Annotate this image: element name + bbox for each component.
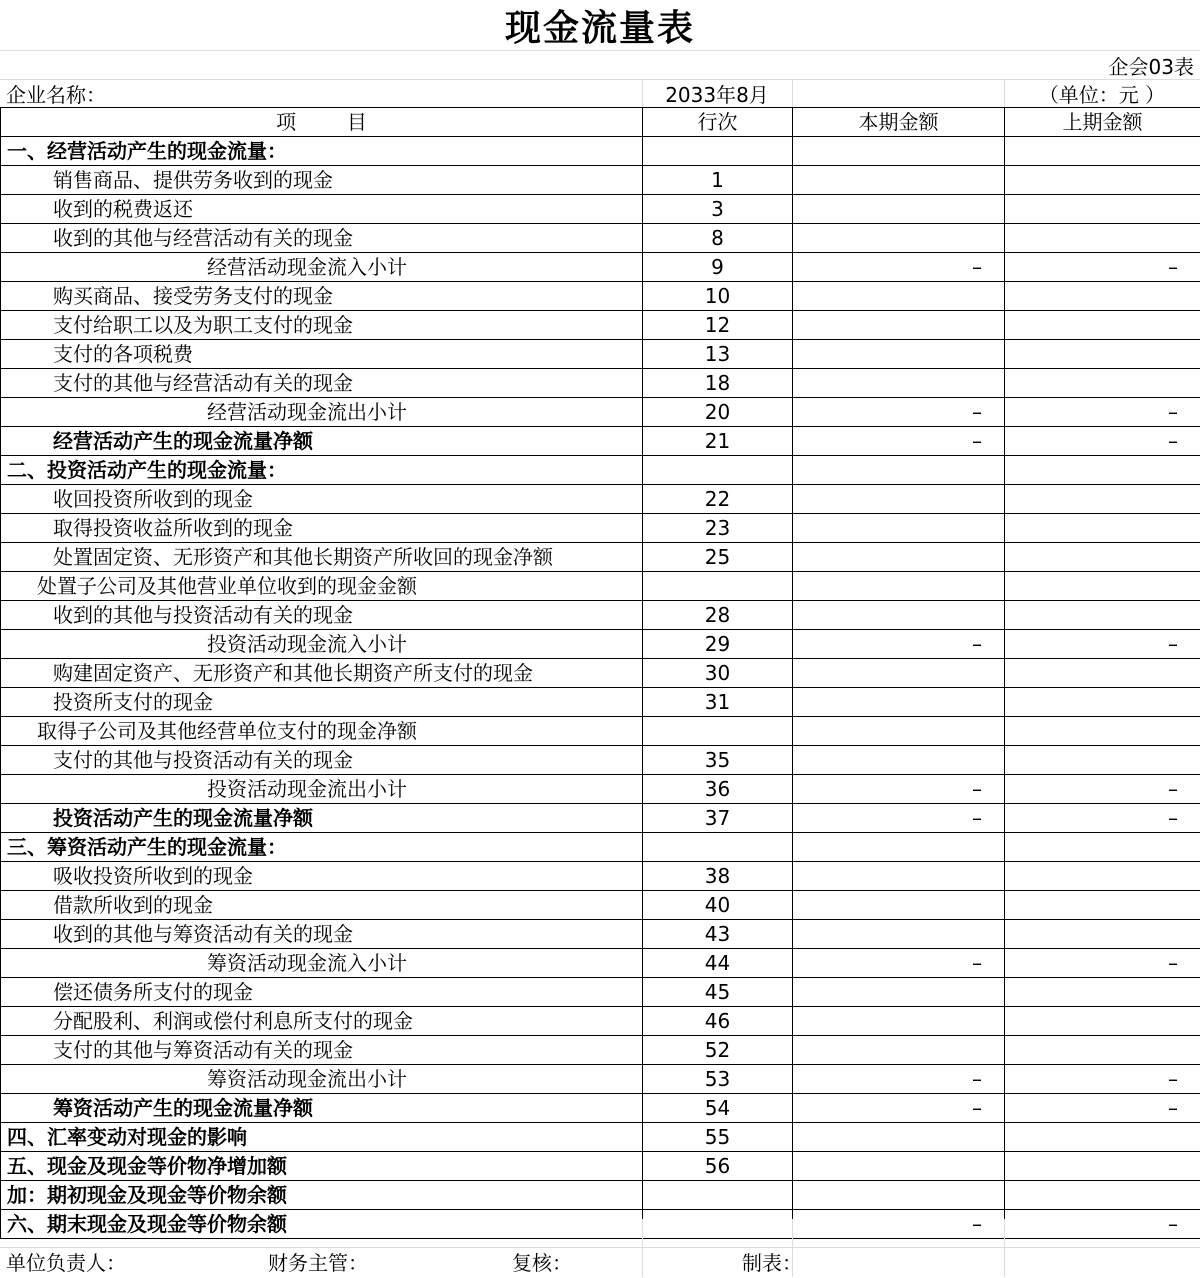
row-line-number: 35: [643, 746, 793, 775]
table-row: [1, 717, 1200, 746]
row-item-label: 处置子公司及其他营业单位收到的现金金额: [1, 572, 643, 601]
row-item-label: 收到的税费返还: [1, 195, 643, 224]
footer-review-label: 复核：: [512, 1248, 572, 1278]
table-row: [1, 1181, 1200, 1210]
row-item-label: 支付的各项税费: [1, 340, 643, 369]
row-line-number: [643, 456, 793, 485]
row-current-amount[interactable]: [793, 1181, 1005, 1210]
row-item-label: 销售商品、提供劳务收到的现金: [1, 166, 643, 195]
row-line-number: 56: [643, 1152, 793, 1181]
row-current-amount[interactable]: [793, 311, 1005, 340]
row-item-label: 筹资活动产生的现金流量净额: [1, 1094, 643, 1123]
table-row: [1, 1036, 1200, 1065]
row-line-number: 20: [643, 398, 793, 427]
table-row: [1, 1094, 1200, 1123]
row-previous-amount[interactable]: –: [1005, 427, 1200, 456]
row-previous-amount[interactable]: [1005, 833, 1200, 862]
table-row: [1, 630, 1200, 659]
company-name-label: 企业名称：: [6, 80, 106, 110]
cash-flow-table: [0, 107, 1200, 1239]
row-line-number: 37: [643, 804, 793, 833]
row-previous-amount[interactable]: –: [1005, 253, 1200, 282]
row-current-amount[interactable]: [793, 833, 1005, 862]
row-previous-amount[interactable]: –: [1005, 949, 1200, 978]
row-previous-amount[interactable]: [1005, 224, 1200, 253]
row-current-amount[interactable]: [793, 1123, 1005, 1152]
unit-label: （单位：元 ）: [1004, 80, 1200, 110]
report-period: 2033年8月: [644, 80, 790, 110]
row-item-label: 三、筹资活动产生的现金流量：: [1, 833, 643, 862]
row-previous-amount[interactable]: –: [1005, 398, 1200, 427]
row-previous-amount[interactable]: [1005, 340, 1200, 369]
table-row: [1, 485, 1200, 514]
row-item-label: 支付的其他与经营活动有关的现金: [1, 369, 643, 398]
form-code: 企会03表: [1109, 52, 1194, 80]
row-previous-amount[interactable]: [1005, 688, 1200, 717]
row-item-label: 收到的其他与投资活动有关的现金: [1, 601, 643, 630]
row-line-number: [643, 137, 793, 166]
footer-prepared-label: 制表：: [742, 1248, 802, 1278]
table-row: [1, 311, 1200, 340]
footer-finance-label: 财务主管：: [268, 1248, 368, 1278]
row-previous-amount[interactable]: [1005, 862, 1200, 891]
row-current-amount[interactable]: [793, 746, 1005, 775]
table-row: [1, 1123, 1200, 1152]
row-previous-amount[interactable]: –: [1005, 1210, 1200, 1239]
row-item-label: 支付给职工以及为职工支付的现金: [1, 311, 643, 340]
row-current-amount[interactable]: [793, 224, 1005, 253]
row-current-amount[interactable]: [793, 1152, 1005, 1181]
row-item-label: 四、汇率变动对现金的影响: [1, 1123, 643, 1152]
row-line-number: 45: [643, 978, 793, 1007]
row-current-amount[interactable]: [793, 514, 1005, 543]
row-item-label: 投资活动现金流入小计: [1, 630, 643, 659]
row-previous-amount[interactable]: [1005, 601, 1200, 630]
table-row: [1, 891, 1200, 920]
row-current-amount[interactable]: [793, 891, 1005, 920]
row-current-amount[interactable]: [793, 543, 1005, 572]
row-current-amount[interactable]: [793, 340, 1005, 369]
row-current-amount[interactable]: [793, 659, 1005, 688]
row-current-amount[interactable]: –: [793, 398, 1005, 427]
row-current-amount[interactable]: [793, 1007, 1005, 1036]
row-line-number: 54: [643, 1094, 793, 1123]
row-current-amount[interactable]: –: [793, 253, 1005, 282]
table-row: [1, 920, 1200, 949]
table-row: [1, 166, 1200, 195]
signature-footer: [0, 1248, 1200, 1277]
table-row: [1, 195, 1200, 224]
table-body: [1, 137, 1200, 1239]
footer-head-label: 单位负责人：: [6, 1248, 126, 1278]
row-previous-amount[interactable]: –: [1005, 1065, 1200, 1094]
row-item-label: 收到的其他与筹资活动有关的现金: [1, 920, 643, 949]
row-line-number: 36: [643, 775, 793, 804]
row-item-label: 购建固定资产、无形资产和其他长期资产所支付的现金: [1, 659, 643, 688]
row-current-amount[interactable]: –: [793, 775, 1005, 804]
row-current-amount[interactable]: [793, 137, 1005, 166]
row-line-number: 10: [643, 282, 793, 311]
table-row: [1, 862, 1200, 891]
row-previous-amount[interactable]: [1005, 137, 1200, 166]
row-item-label: 借款所收到的现金: [1, 891, 643, 920]
row-line-number: 9: [643, 253, 793, 282]
row-previous-amount[interactable]: [1005, 456, 1200, 485]
row-previous-amount[interactable]: –: [1005, 775, 1200, 804]
row-item-label: 经营活动现金流出小计: [1, 398, 643, 427]
row-item-label: 分配股利、利润或偿付利息所支付的现金: [1, 1007, 643, 1036]
row-current-amount[interactable]: [793, 978, 1005, 1007]
row-previous-amount[interactable]: [1005, 746, 1200, 775]
row-line-number: 31: [643, 688, 793, 717]
row-current-amount[interactable]: [793, 195, 1005, 224]
table-row: [1, 1152, 1200, 1181]
table-row: [1, 572, 1200, 601]
row-previous-amount[interactable]: [1005, 1036, 1200, 1065]
gridline: [0, 50, 1200, 51]
row-previous-amount[interactable]: [1005, 659, 1200, 688]
row-current-amount[interactable]: –: [793, 427, 1005, 456]
row-item-label: 处置固定资、无形资产和其他长期资产所收回的现金净额: [1, 543, 643, 572]
row-line-number: 23: [643, 514, 793, 543]
row-previous-amount[interactable]: [1005, 1007, 1200, 1036]
table-row: [1, 746, 1200, 775]
row-item-label: 五、现金及现金等价物净增加额: [1, 1152, 643, 1181]
row-previous-amount[interactable]: [1005, 978, 1200, 1007]
row-line-number: [643, 1210, 793, 1239]
row-current-amount[interactable]: –: [793, 1210, 1005, 1239]
row-current-amount[interactable]: [793, 717, 1005, 746]
table-row: [1, 369, 1200, 398]
row-current-amount[interactable]: [793, 456, 1005, 485]
row-current-amount[interactable]: [793, 485, 1005, 514]
table-row: [1, 978, 1200, 1007]
row-previous-amount[interactable]: [1005, 514, 1200, 543]
row-line-number: 21: [643, 427, 793, 456]
row-line-number: [643, 833, 793, 862]
row-current-amount[interactable]: –: [793, 804, 1005, 833]
row-item-label: 偿还债务所支付的现金: [1, 978, 643, 1007]
row-item-label: 筹资活动现金流出小计: [1, 1065, 643, 1094]
row-item-label: 投资活动现金流出小计: [1, 775, 643, 804]
row-current-amount[interactable]: [793, 920, 1005, 949]
row-item-label: 收回投资所收到的现金: [1, 485, 643, 514]
row-line-number: [643, 572, 793, 601]
row-previous-amount[interactable]: [1005, 543, 1200, 572]
row-previous-amount[interactable]: [1005, 717, 1200, 746]
row-item-label: 六、期末现金及现金等价物余额: [1, 1210, 643, 1239]
column-header-previous: 上期金额: [1005, 108, 1200, 137]
row-item-label: 加：期初现金及现金等价物余额: [1, 1181, 643, 1210]
table-row: [1, 688, 1200, 717]
row-previous-amount[interactable]: [1005, 920, 1200, 949]
row-previous-amount[interactable]: [1005, 195, 1200, 224]
row-previous-amount[interactable]: [1005, 282, 1200, 311]
row-item-label: 收到的其他与经营活动有关的现金: [1, 224, 643, 253]
row-line-number: 55: [643, 1123, 793, 1152]
table-row: [1, 282, 1200, 311]
row-line-number: 44: [643, 949, 793, 978]
table-row: [1, 224, 1200, 253]
row-item-label: 吸收投资所收到的现金: [1, 862, 643, 891]
table-row: [1, 543, 1200, 572]
row-item-label: 支付的其他与筹资活动有关的现金: [1, 1036, 643, 1065]
row-current-amount[interactable]: –: [793, 1065, 1005, 1094]
row-previous-amount[interactable]: [1005, 1181, 1200, 1210]
table-row: [1, 427, 1200, 456]
table-row: [1, 1210, 1200, 1239]
row-previous-amount[interactable]: [1005, 572, 1200, 601]
row-current-amount[interactable]: [793, 166, 1005, 195]
row-item-label: 二、投资活动产生的现金流量：: [1, 456, 643, 485]
row-line-number: 22: [643, 485, 793, 514]
table-row: [1, 1007, 1200, 1036]
row-line-number: 38: [643, 862, 793, 891]
table-row: [1, 833, 1200, 862]
row-current-amount[interactable]: [793, 601, 1005, 630]
row-current-amount[interactable]: [793, 688, 1005, 717]
column-header-line: 行次: [643, 108, 793, 137]
row-item-label: 取得投资收益所收到的现金: [1, 514, 643, 543]
row-previous-amount[interactable]: –: [1005, 1094, 1200, 1123]
row-previous-amount[interactable]: [1005, 485, 1200, 514]
row-line-number: [643, 717, 793, 746]
table-row: [1, 949, 1200, 978]
row-previous-amount[interactable]: [1005, 166, 1200, 195]
row-line-number: 28: [643, 601, 793, 630]
row-previous-amount[interactable]: [1005, 369, 1200, 398]
row-item-label: 取得子公司及其他经营单位支付的现金净额: [1, 717, 643, 746]
table-row: [1, 340, 1200, 369]
row-item-label: 经营活动现金流入小计: [1, 253, 643, 282]
column-header-item: 项 目: [1, 108, 643, 137]
row-current-amount[interactable]: [793, 1036, 1005, 1065]
row-line-number: 40: [643, 891, 793, 920]
row-current-amount[interactable]: –: [793, 949, 1005, 978]
row-previous-amount[interactable]: –: [1005, 630, 1200, 659]
row-previous-amount[interactable]: [1005, 891, 1200, 920]
row-item-label: 经营活动产生的现金流量净额: [1, 427, 643, 456]
table-row: [1, 775, 1200, 804]
meta-row: [0, 80, 1200, 108]
row-current-amount[interactable]: [793, 369, 1005, 398]
row-item-label: 购买商品、接受劳务支付的现金: [1, 282, 643, 311]
row-line-number: 30: [643, 659, 793, 688]
row-line-number: 18: [643, 369, 793, 398]
table-header-row: [1, 108, 1200, 137]
row-line-number: 3: [643, 195, 793, 224]
row-previous-amount[interactable]: [1005, 1123, 1200, 1152]
table-row: [1, 804, 1200, 833]
row-line-number: 46: [643, 1007, 793, 1036]
row-previous-amount[interactable]: –: [1005, 804, 1200, 833]
column-header-current: 本期金额: [793, 108, 1005, 137]
row-current-amount[interactable]: [793, 862, 1005, 891]
row-current-amount[interactable]: [793, 282, 1005, 311]
row-line-number: 29: [643, 630, 793, 659]
row-previous-amount[interactable]: [1005, 311, 1200, 340]
table-row: [1, 514, 1200, 543]
row-line-number: 12: [643, 311, 793, 340]
row-current-amount[interactable]: –: [793, 630, 1005, 659]
row-item-label: 筹资活动现金流入小计: [1, 949, 643, 978]
row-previous-amount[interactable]: [1005, 1152, 1200, 1181]
row-line-number: 43: [643, 920, 793, 949]
row-line-number: 8: [643, 224, 793, 253]
row-current-amount[interactable]: –: [793, 1094, 1005, 1123]
row-line-number: 13: [643, 340, 793, 369]
row-item-label: 投资所支付的现金: [1, 688, 643, 717]
table-row: [1, 398, 1200, 427]
row-item-label: 投资活动产生的现金流量净额: [1, 804, 643, 833]
table-row: [1, 137, 1200, 166]
page-title: 现金流量表: [0, 0, 1200, 50]
table-row: [1, 253, 1200, 282]
table-row: [1, 1065, 1200, 1094]
row-item-label: 支付的其他与投资活动有关的现金: [1, 746, 643, 775]
row-line-number: 1: [643, 166, 793, 195]
table-row: [1, 456, 1200, 485]
row-current-amount[interactable]: [793, 572, 1005, 601]
row-line-number: 25: [643, 543, 793, 572]
table-row: [1, 659, 1200, 688]
row-item-label: 一、经营活动产生的现金流量：: [1, 137, 643, 166]
row-line-number: 52: [643, 1036, 793, 1065]
row-line-number: [643, 1181, 793, 1210]
table-row: [1, 601, 1200, 630]
row-line-number: 53: [643, 1065, 793, 1094]
